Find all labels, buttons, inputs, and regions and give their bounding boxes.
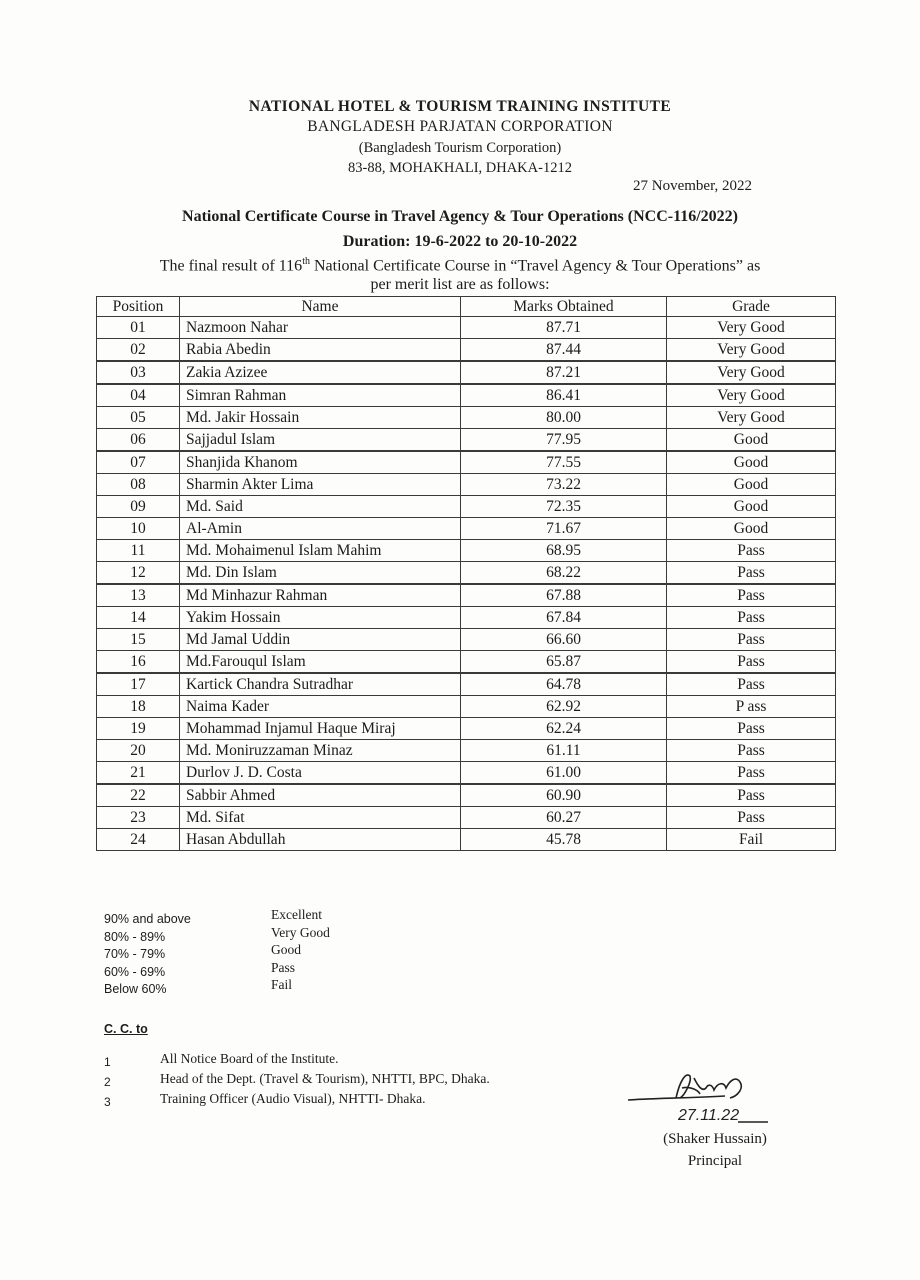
legend-grade: Good (271, 942, 301, 957)
name-cell: Kartick Chandra Sutradhar (180, 673, 461, 696)
grade-cell: Pass (667, 718, 836, 740)
marks-cell: 60.90 (461, 784, 667, 807)
name-cell: Al-Amin (180, 518, 461, 540)
marks-cell: 87.21 (461, 361, 667, 384)
legend-range: 60% - 69% (104, 964, 166, 979)
table-body (97, 317, 836, 851)
grade-cell: Pass (667, 540, 836, 562)
cc-item-number: 3 (104, 1095, 111, 1109)
grade-cell: Good (667, 518, 836, 540)
name-cell: Md. Mohaimenul Islam Mahim (180, 540, 461, 562)
position-cell: 21 (97, 762, 180, 785)
position-cell: 10 (97, 518, 180, 540)
grade-cell: P ass (667, 696, 836, 718)
grade-cell: Pass (667, 629, 836, 651)
position-cell: 20 (97, 740, 180, 762)
position-cell: 22 (97, 784, 180, 807)
marks-cell: 62.24 (461, 718, 667, 740)
grade-cell: Pass (667, 584, 836, 607)
principal-signature (620, 1068, 820, 1128)
table-row (97, 696, 836, 718)
signature-date: 27.11.22 (678, 1107, 740, 1124)
position-cell: 23 (97, 807, 180, 829)
name-cell: Md. Moniruzzaman Minaz (180, 740, 461, 762)
marks-cell: 61.11 (461, 740, 667, 762)
marks-cell: 68.22 (461, 562, 667, 585)
name-cell: Sajjadul Islam (180, 429, 461, 452)
legend-range: 80% - 89% (104, 929, 166, 944)
table-row (97, 339, 836, 362)
table-row (97, 496, 836, 518)
position-cell: 09 (97, 496, 180, 518)
marks-cell: 65.87 (461, 651, 667, 674)
position-cell: 15 (97, 629, 180, 651)
position-cell: 11 (97, 540, 180, 562)
marks-cell: 67.88 (461, 584, 667, 607)
grade-cell: Very Good (667, 407, 836, 429)
corporation-english-name: (Bangladesh Tourism Corporation) (358, 140, 562, 156)
position-cell: 05 (97, 407, 180, 429)
position-cell: 02 (97, 339, 180, 362)
grade-cell: Very Good (667, 339, 836, 362)
marks-cell: 60.27 (461, 807, 667, 829)
legend-grade: Excellent (271, 907, 322, 922)
name-cell: Mohammad Injamul Haque Miraj (180, 718, 461, 740)
marks-cell: 45.78 (461, 829, 667, 851)
position-cell: 03 (97, 361, 180, 384)
table-row (97, 807, 836, 829)
course-title: National Certificate Course in Travel Agency & Tour Operations (NCC-116/2022) (182, 208, 738, 225)
table-row (97, 829, 836, 851)
position-cell: 04 (97, 384, 180, 407)
name-cell: Shanjida Khanom (180, 451, 461, 474)
corporation-name: BANGLADESH PARJATAN CORPORATION (307, 118, 613, 135)
table-row (97, 429, 836, 452)
name-cell: Md. Din Islam (180, 562, 461, 585)
cc-item-text: Training Officer (Audio Visual), NHTTI- Dhaka. (160, 1091, 426, 1106)
grade-cell: Pass (667, 562, 836, 585)
institute-name: NATIONAL HOTEL & TOURISM TRAINING INSTITUTE (248, 98, 672, 115)
table-row (97, 384, 836, 407)
signatory-block (630, 1128, 800, 1172)
name-cell: Hasan Abdullah (180, 829, 461, 851)
marks-cell: 87.71 (461, 317, 667, 339)
name-cell: Naima Kader (180, 696, 461, 718)
address: 83-88, MOHAKHALI, DHAKA-1212 (348, 160, 572, 176)
grade-cell: Very Good (667, 361, 836, 384)
name-cell: Sharmin Akter Lima (180, 474, 461, 496)
table-row (97, 651, 836, 674)
position-cell: 07 (97, 451, 180, 474)
name-cell: Sabbir Ahmed (180, 784, 461, 807)
position-cell: 17 (97, 673, 180, 696)
legend-range: 90% and above (104, 912, 191, 926)
marks-cell: 64.78 (461, 673, 667, 696)
position-cell: 19 (97, 718, 180, 740)
name-cell: Md. Sifat (180, 807, 461, 829)
name-cell: Md. Jakir Hossain (180, 407, 461, 429)
name-cell: Md. Said (180, 496, 461, 518)
table-row (97, 784, 836, 807)
grade-cell: Fail (667, 829, 836, 851)
cc-label: C. C. to (104, 1022, 148, 1036)
position-cell: 12 (97, 562, 180, 585)
marks-cell: 62.92 (461, 696, 667, 718)
grade-cell: Pass (667, 651, 836, 674)
header-marks: Marks Obtained (461, 297, 667, 317)
legend-grade: Fail (271, 977, 293, 992)
header-grade: Grade (667, 297, 836, 317)
intro-superscript: th (302, 256, 310, 267)
name-cell: Simran Rahman (180, 384, 461, 407)
cc-item-text: All Notice Board of the Institute. (160, 1051, 339, 1066)
legend-grade: Pass (271, 959, 296, 975)
marks-cell: 61.00 (461, 762, 667, 785)
intro-text-end: National Certificate Course in “Travel Agency & Tour Operations” as (309, 257, 761, 275)
legend-range: 70% - 79% (104, 947, 166, 961)
grade-cell: Pass (667, 784, 836, 807)
result-intro-line2: per merit list are as follows: (370, 276, 550, 293)
position-cell: 01 (97, 317, 180, 339)
legend-grade: Very Good (271, 924, 330, 940)
grade-cell: Very Good (667, 384, 836, 407)
name-cell: Zakia Azizee (180, 361, 461, 384)
cc-item-number: 2 (104, 1075, 111, 1089)
table-row (97, 762, 836, 785)
grade-cell: Pass (667, 673, 836, 696)
grade-cell: Good (667, 451, 836, 474)
grade-cell: Pass (667, 807, 836, 829)
name-cell: Md.Farouqul Islam (180, 651, 461, 674)
position-cell: 24 (97, 829, 180, 851)
table-row (97, 451, 836, 474)
marks-cell: 71.67 (461, 518, 667, 540)
name-cell: Durlov J. D. Costa (180, 762, 461, 785)
header-name: Name (180, 297, 461, 317)
merit-table (96, 296, 836, 851)
marks-cell: 66.60 (461, 629, 667, 651)
position-cell: 13 (97, 584, 180, 607)
table-row (97, 584, 836, 607)
marks-cell: 86.41 (461, 384, 667, 407)
marks-cell: 77.55 (461, 451, 667, 474)
marks-cell: 67.84 (461, 607, 667, 629)
principal-name: (Shaker Hussain) (663, 1131, 767, 1147)
legend-range: Below 60% (104, 982, 167, 996)
name-cell: Rabia Abedin (180, 339, 461, 362)
table-row (97, 474, 836, 496)
table-row (97, 607, 836, 629)
marks-cell: 77.95 (461, 429, 667, 452)
table-row (97, 540, 836, 562)
grade-cell: Good (667, 496, 836, 518)
table-row (97, 629, 836, 651)
cc-item-text: Head of the Dept. (Travel & Tourism), NHTTI, BPC, Dhaka. (160, 1071, 490, 1086)
position-cell: 18 (97, 696, 180, 718)
grade-cell: Good (667, 429, 836, 452)
marks-cell: 73.22 (461, 474, 667, 496)
cc-item-number: 1 (104, 1055, 111, 1069)
grade-cell: Very Good (667, 317, 836, 339)
grade-cell: Pass (667, 740, 836, 762)
letter-date: 27 November, 2022 (633, 178, 752, 194)
marks-cell: 80.00 (461, 407, 667, 429)
table-row (97, 673, 836, 696)
name-cell: Nazmoon Nahar (180, 317, 461, 339)
name-cell: Md Jamal Uddin (180, 629, 461, 651)
table-row (97, 317, 836, 339)
table-row (97, 518, 836, 540)
position-cell: 14 (97, 607, 180, 629)
table-row (97, 361, 836, 384)
marks-cell: 72.35 (461, 496, 667, 518)
name-cell: Md Minhazur Rahman (180, 584, 461, 607)
intro-text-start: The final result of 116 (159, 257, 303, 275)
table-row (97, 407, 836, 429)
grade-cell: Pass (667, 607, 836, 629)
course-duration: Duration: 19-6-2022 to 20-10-2022 (342, 233, 578, 250)
principal-title: Principal (687, 1153, 743, 1169)
position-cell: 08 (97, 474, 180, 496)
header-position: Position (97, 297, 180, 317)
table-row (97, 740, 836, 762)
marks-cell: 87.44 (461, 339, 667, 362)
grade-cell: Good (667, 474, 836, 496)
grade-cell: Pass (667, 762, 836, 785)
name-cell: Yakim Hossain (180, 607, 461, 629)
position-cell: 16 (97, 651, 180, 674)
position-cell: 06 (97, 429, 180, 452)
table-row (97, 718, 836, 740)
result-intro (0, 256, 920, 275)
marks-cell: 68.95 (461, 540, 667, 562)
table-header-row (97, 297, 836, 317)
table-row (97, 562, 836, 585)
